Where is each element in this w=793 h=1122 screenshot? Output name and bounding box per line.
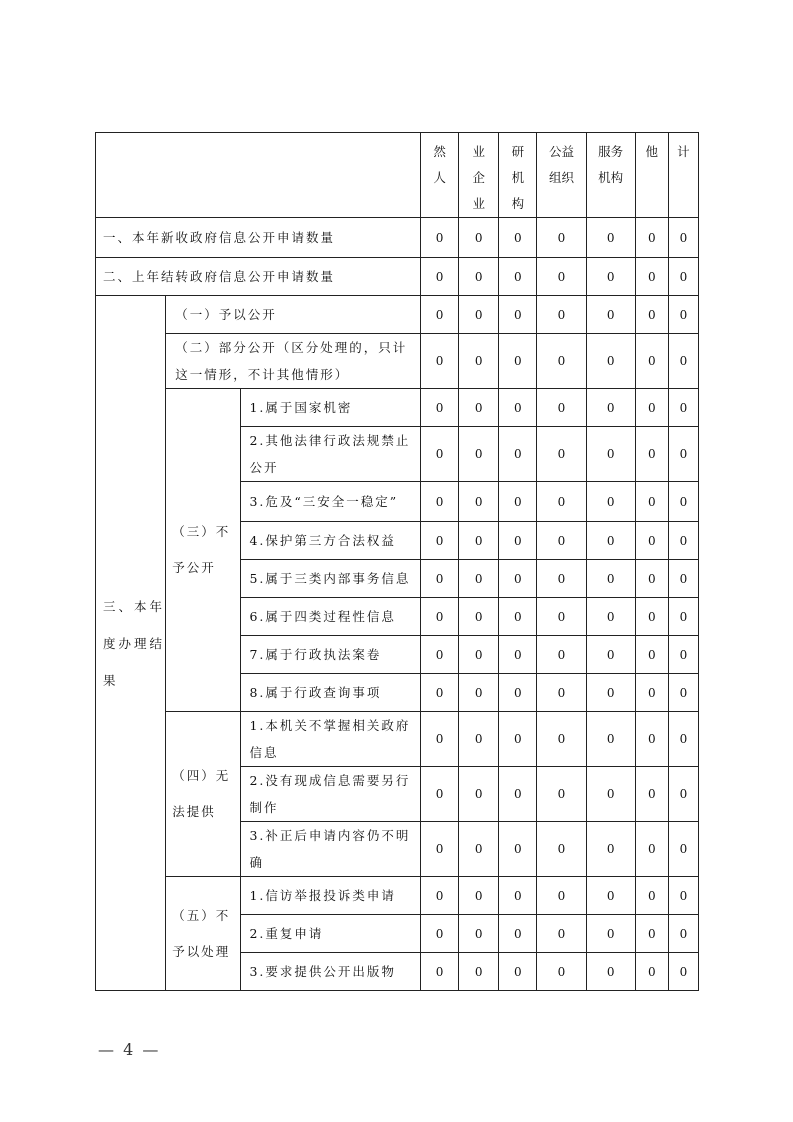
count-cell: 0 [459,296,499,334]
disclosure-statistics-table [95,132,699,991]
count-cell: 0 [421,296,459,334]
group-label: （四）无法提供 [166,712,241,877]
count-cell: 0 [586,767,635,822]
count-cell: 0 [586,953,635,991]
count-cell: 0 [421,953,459,991]
count-cell: 0 [537,674,586,712]
count-cell: 0 [635,560,668,598]
count-cell: 0 [459,482,499,522]
count-cell: 0 [635,636,668,674]
header-blank-cell [96,133,421,218]
item-label: 3.要求提供公开出版物 [241,953,421,991]
table-row [96,389,699,427]
count-cell: 0 [668,218,698,258]
count-cell: 0 [421,915,459,953]
count-cell: 0 [668,767,698,822]
count-cell: 0 [668,915,698,953]
count-cell: 0 [586,712,635,767]
subsection-label: （一）予以公开 [166,296,421,334]
row-label: 一、本年新收政府信息公开申请数量 [96,218,421,258]
count-cell: 0 [537,296,586,334]
count-cell: 0 [459,258,499,296]
column-header-label: 研 机 构 [511,144,525,211]
row-label: 二、上年结转政府信息公开申请数量 [96,258,421,296]
item-label: 1.信访举报投诉类申请 [241,877,421,915]
column-header-label: 然 人 [433,144,446,185]
count-cell: 0 [459,427,499,482]
column-header [459,133,499,218]
count-cell: 0 [421,522,459,560]
count-cell: 0 [537,636,586,674]
count-cell: 0 [459,636,499,674]
count-cell: 0 [421,636,459,674]
count-cell: 0 [635,877,668,915]
count-cell: 0 [537,767,586,822]
section-label: 三、本年度办理结果 [96,296,166,991]
count-cell: 0 [499,218,537,258]
count-cell: 0 [459,822,499,877]
count-cell: 0 [499,334,537,389]
column-header-label: 计 [677,144,690,159]
count-cell: 0 [586,218,635,258]
count-cell: 0 [668,560,698,598]
count-cell: 0 [459,389,499,427]
count-cell: 0 [499,915,537,953]
item-label: 1.属于国家机密 [241,389,421,427]
count-cell: 0 [668,636,698,674]
table-row [96,334,699,389]
count-cell: 0 [668,258,698,296]
count-cell: 0 [459,598,499,636]
count-cell: 0 [459,877,499,915]
column-header [537,133,586,218]
count-cell: 0 [537,598,586,636]
count-cell: 0 [586,560,635,598]
count-cell: 0 [668,674,698,712]
count-cell: 0 [586,822,635,877]
count-cell: 0 [499,636,537,674]
count-cell: 0 [635,258,668,296]
count-cell: 0 [586,258,635,296]
count-cell: 0 [421,258,459,296]
page-number: — 4 — [98,1040,161,1059]
count-cell: 0 [635,953,668,991]
count-cell: 0 [459,560,499,598]
column-header [421,133,459,218]
table-row [96,712,699,767]
group-label: （五）不予以处理 [166,877,241,991]
count-cell: 0 [635,767,668,822]
count-cell: 0 [499,522,537,560]
count-cell: 0 [537,915,586,953]
count-cell: 0 [537,334,586,389]
count-cell: 0 [635,334,668,389]
table-row [96,258,699,296]
count-cell: 0 [499,296,537,334]
count-cell: 0 [421,674,459,712]
count-cell: 0 [668,427,698,482]
count-cell: 0 [459,522,499,560]
count-cell: 0 [499,258,537,296]
column-header-label: 业 企 业 [472,144,485,211]
count-cell: 0 [421,598,459,636]
table-row [96,218,699,258]
count-cell: 0 [635,296,668,334]
count-cell: 0 [668,522,698,560]
count-cell: 0 [668,598,698,636]
count-cell: 0 [421,389,459,427]
column-header [668,133,698,218]
count-cell: 0 [499,482,537,522]
count-cell: 0 [668,822,698,877]
subsection-label: （二）部分公开（区分处理的，只计这一情形，不计其他情形） [166,334,421,389]
count-cell: 0 [421,712,459,767]
count-cell: 0 [537,389,586,427]
group-label: （三）不予公开 [166,389,241,712]
item-label: 3.补正后申请内容仍不明确 [241,822,421,877]
count-cell: 0 [586,522,635,560]
count-cell: 0 [499,877,537,915]
item-label: 2.重复申请 [241,915,421,953]
count-cell: 0 [421,822,459,877]
count-cell: 0 [421,560,459,598]
count-cell: 0 [499,427,537,482]
count-cell: 0 [459,674,499,712]
count-cell: 0 [635,389,668,427]
count-cell: 0 [635,712,668,767]
item-label: 3.危及“三安全一稳定” [241,482,421,522]
count-cell: 0 [421,334,459,389]
count-cell: 0 [586,482,635,522]
item-label: 8.属于行政查询事项 [241,674,421,712]
count-cell: 0 [586,598,635,636]
count-cell: 0 [459,334,499,389]
count-cell: 0 [459,953,499,991]
count-cell: 0 [537,258,586,296]
count-cell: 0 [635,674,668,712]
item-label: 2.没有现成信息需要另行制作 [241,767,421,822]
count-cell: 0 [537,482,586,522]
count-cell: 0 [668,296,698,334]
count-cell: 0 [668,334,698,389]
count-cell: 0 [459,218,499,258]
count-cell: 0 [499,389,537,427]
item-label: 7.属于行政执法案卷 [241,636,421,674]
count-cell: 0 [635,427,668,482]
disclosure-table-wrapper [95,132,699,986]
count-cell: 0 [499,674,537,712]
count-cell: 0 [459,767,499,822]
count-cell: 0 [635,822,668,877]
count-cell: 0 [537,560,586,598]
count-cell: 0 [421,427,459,482]
count-cell: 0 [499,767,537,822]
column-header-label: 公益 组织 [548,144,574,185]
table-row [96,133,699,218]
count-cell: 0 [421,218,459,258]
count-cell: 0 [635,522,668,560]
column-header-label: 服务 机构 [598,144,624,185]
count-cell: 0 [499,712,537,767]
count-cell: 0 [635,598,668,636]
count-cell: 0 [537,522,586,560]
count-cell: 0 [586,334,635,389]
count-cell: 0 [668,712,698,767]
column-header [635,133,668,218]
count-cell: 0 [635,915,668,953]
item-label: 1.本机关不掌握相关政府信息 [241,712,421,767]
count-cell: 0 [668,482,698,522]
count-cell: 0 [586,296,635,334]
count-cell: 0 [537,427,586,482]
count-cell: 0 [586,389,635,427]
count-cell: 0 [586,877,635,915]
item-label: 5.属于三类内部事务信息 [241,560,421,598]
count-cell: 0 [668,389,698,427]
count-cell: 0 [499,953,537,991]
count-cell: 0 [537,877,586,915]
count-cell: 0 [499,822,537,877]
item-label: 2.其他法律行政法规禁止公开 [241,427,421,482]
count-cell: 0 [537,953,586,991]
column-header [499,133,537,218]
count-cell: 0 [499,560,537,598]
count-cell: 0 [668,953,698,991]
count-cell: 0 [586,915,635,953]
table-row [96,877,699,915]
item-label: 6.属于四类过程性信息 [241,598,421,636]
table-row [96,296,699,334]
count-cell: 0 [537,218,586,258]
count-cell: 0 [421,767,459,822]
count-cell: 0 [537,822,586,877]
count-cell: 0 [459,712,499,767]
column-header-label: 他 [645,144,659,159]
count-cell: 0 [668,877,698,915]
count-cell: 0 [459,915,499,953]
count-cell: 0 [586,674,635,712]
count-cell: 0 [586,636,635,674]
count-cell: 0 [586,427,635,482]
count-cell: 0 [499,598,537,636]
item-label: 4.保护第三方合法权益 [241,522,421,560]
count-cell: 0 [635,218,668,258]
count-cell: 0 [421,482,459,522]
count-cell: 0 [635,482,668,522]
count-cell: 0 [537,712,586,767]
column-header [586,133,635,218]
count-cell: 0 [421,877,459,915]
